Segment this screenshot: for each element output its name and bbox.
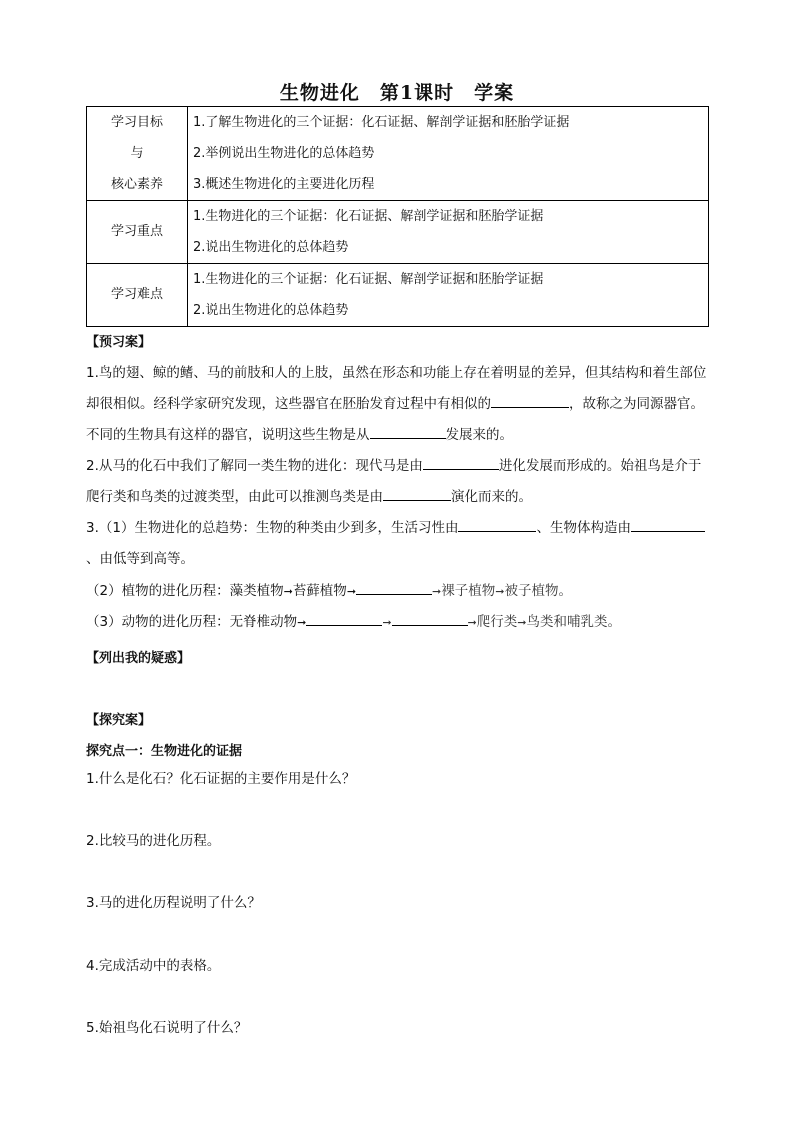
text-span: 鸟类和哺乳类。 xyxy=(526,614,621,630)
row-content xyxy=(188,201,709,264)
preview-question-3 xyxy=(86,513,710,575)
explore-question: 1.什么是化石？化石证据的主要作用是什么？ xyxy=(86,771,356,787)
page-title: 生物进化 第1课时 学案 xyxy=(279,82,515,104)
arrow-right-icon: ➞ xyxy=(495,585,505,598)
explore-question: 2.比较马的进化历程。 xyxy=(86,833,221,849)
label-line: 学习难点 xyxy=(110,287,163,302)
explore-heading: 【探究案】 xyxy=(86,713,152,728)
explore-subheading: 探究点一：生物进化的证据 xyxy=(86,744,243,759)
text-span: 进化发展而形成的。始祖鸟是介于爬行类和鸟类的过渡类型，由此可以推测鸟类是由 xyxy=(86,458,702,505)
table-row xyxy=(87,264,709,327)
text-span: 发展来的。 xyxy=(445,427,513,443)
row-label xyxy=(87,201,188,264)
text-span: （2）植物的进化历程：藻类植物 xyxy=(86,583,284,599)
arrow-right-icon: ➞ xyxy=(517,616,527,629)
text-span: 苔藓植物 xyxy=(292,583,347,599)
preview-question-2 xyxy=(86,451,710,513)
fill-blank[interactable] xyxy=(392,610,468,626)
arrow-right-icon: ➞ xyxy=(283,585,293,598)
fill-blank[interactable] xyxy=(423,454,499,470)
text-span: 被子植物。 xyxy=(504,583,572,599)
arrow-right-icon: ➞ xyxy=(467,616,477,629)
text-span: 2.从马的化石中我们了解同一类生物的进化：现代马是由 xyxy=(86,458,423,474)
fill-blank[interactable] xyxy=(631,516,705,532)
arrow-right-icon: ➞ xyxy=(346,585,357,598)
explore-question: 3.马的进化历程说明了什么？ xyxy=(86,895,261,911)
text-span: 、生物体构造由 xyxy=(536,520,631,536)
explore-question: 5.始祖鸟化石说明了什么？ xyxy=(86,1020,248,1036)
objective-item: 2.举例说出生物进化的总体趋势 xyxy=(193,146,375,161)
row-content xyxy=(188,264,709,327)
objectives-table xyxy=(86,106,709,327)
arrow-right-icon: ➞ xyxy=(297,616,307,629)
objective-item: 3.概述生物进化的主要进化历程 xyxy=(193,177,375,192)
fill-blank[interactable] xyxy=(356,579,432,595)
objective-item: 1.生物进化的三个证据：化石证据、解剖学证据和胚胎学证据 xyxy=(193,272,544,287)
row-label xyxy=(87,107,188,201)
arrow-right-icon: ➞ xyxy=(432,585,442,598)
objective-item: 1.生物进化的三个证据：化石证据、解剖学证据和胚胎学证据 xyxy=(193,209,544,224)
fill-blank[interactable] xyxy=(491,392,569,408)
objective-item: 2.说出生物进化的总体趋势 xyxy=(193,240,349,255)
animal-evolution-line xyxy=(86,607,710,638)
fill-blank[interactable] xyxy=(370,423,446,439)
preview-heading: 【预习案】 xyxy=(86,335,152,350)
fill-blank[interactable] xyxy=(383,485,451,501)
table-row xyxy=(87,107,709,201)
label-line: 学习重点 xyxy=(110,224,163,239)
text-span: （3）动物的进化历程：无脊椎动物 xyxy=(86,614,298,630)
preview-question-1 xyxy=(86,358,710,451)
label-line: 核心素养 xyxy=(110,177,163,192)
arrow-right-icon: ➞ xyxy=(382,616,392,629)
label-line: 学习目标 xyxy=(110,115,163,130)
text-span: 裸子植物 xyxy=(441,583,496,599)
fill-blank[interactable] xyxy=(458,516,536,532)
text-span: 、由低等到高等。 xyxy=(86,551,194,567)
plant-evolution-line xyxy=(86,576,710,607)
table-row xyxy=(87,201,709,264)
text-span: ，故称之为同源器官。不同的生物具有这样的器官，说明这些生物是从 xyxy=(86,396,704,443)
objective-item: 2.说出生物进化的总体趋势 xyxy=(193,303,349,318)
row-label xyxy=(87,264,188,327)
text-span: 爬行类 xyxy=(476,614,518,630)
fill-blank[interactable] xyxy=(306,610,382,626)
explore-question: 4.完成活动中的表格。 xyxy=(86,958,221,974)
label-line: 与 xyxy=(130,146,144,161)
text-span: 3.（1）生物进化的总趋势：生物的种类由少到多，生活习性由 xyxy=(86,520,459,536)
objective-item: 1.了解生物进化的三个证据：化石证据、解剖学证据和胚胎学证据 xyxy=(193,115,570,130)
text-span: 1.鸟的翅、鲸的鳍、马的前肢和人的上肢，虽然在形态和功能上存在着明显的差异，但其结构和着生部位却很相似。经科学家研究发现，这些器官在胚胎发育过程中有相似的 xyxy=(86,365,707,412)
row-content xyxy=(188,107,709,201)
doubts-heading: 【列出我的疑惑】 xyxy=(86,651,191,666)
text-span: 演化而来的。 xyxy=(451,489,532,505)
